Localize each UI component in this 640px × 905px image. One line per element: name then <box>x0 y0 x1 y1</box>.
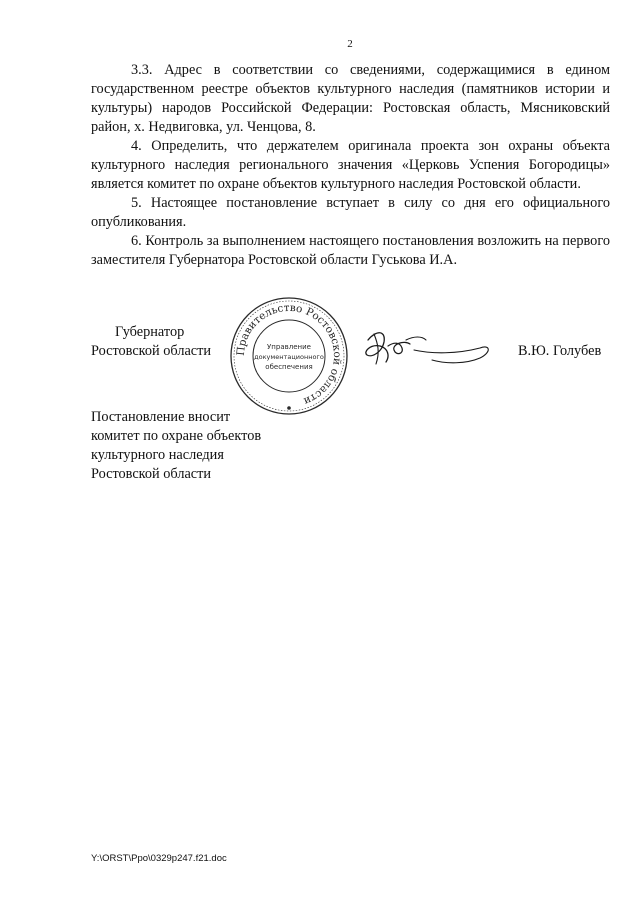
seal-center-line1: Управление <box>267 343 311 351</box>
paragraph-4: 4. Определить, что держателем оригинала проекта зон охраны объекта культурного наследия регионального значения «Церковь Успения Богородицы» является комитет по охране объектов культурного наследия Ростовской области. <box>91 138 610 192</box>
signer-title-line1: Губернатор <box>115 324 185 340</box>
seal-center-line2: документационного <box>254 353 324 361</box>
signer-title-line2: Ростовской области <box>91 343 212 359</box>
signer-name: В.Ю. Голубев <box>518 343 602 359</box>
note-line4: Ростовской области <box>91 466 212 482</box>
paragraph-6: 6. Контроль за выполнением настоящего постановления возложить на первого заместителя Губернатора Ростовской области Гуськова И.А. <box>91 233 610 268</box>
seal-ring-text: Правительство Ростовской области <box>234 301 344 408</box>
handwritten-signature <box>362 322 497 372</box>
official-seal-stamp <box>228 295 350 417</box>
submission-note <box>91 408 321 484</box>
note-line2: комитет по охране объектов <box>91 428 262 444</box>
note-line3: культурного наследия <box>91 447 224 463</box>
note-line1: Постановление вносит <box>91 409 231 425</box>
paragraph-5: 5. Настоящее постановление вступает в силу со дня его официального опубликования. <box>91 195 610 230</box>
page-number: 2 <box>347 38 353 50</box>
signer-title <box>91 323 217 361</box>
document-body <box>91 61 610 270</box>
footer-file-path: Y:\ORST\Ppo\0329p247.f21.doc <box>91 853 227 864</box>
paragraph-3-3: 3.3. Адрес в соответствии со сведениями, содержащимися в едином государственном реестре объектов культурного наследия (памятников истории и культуры) народов Российской Федерации: Ростовская область, Мясниковский район, х. Недвиговка, ул. Ченцова, 8. <box>91 62 610 135</box>
seal-center-line3: обеспечения <box>265 363 313 371</box>
